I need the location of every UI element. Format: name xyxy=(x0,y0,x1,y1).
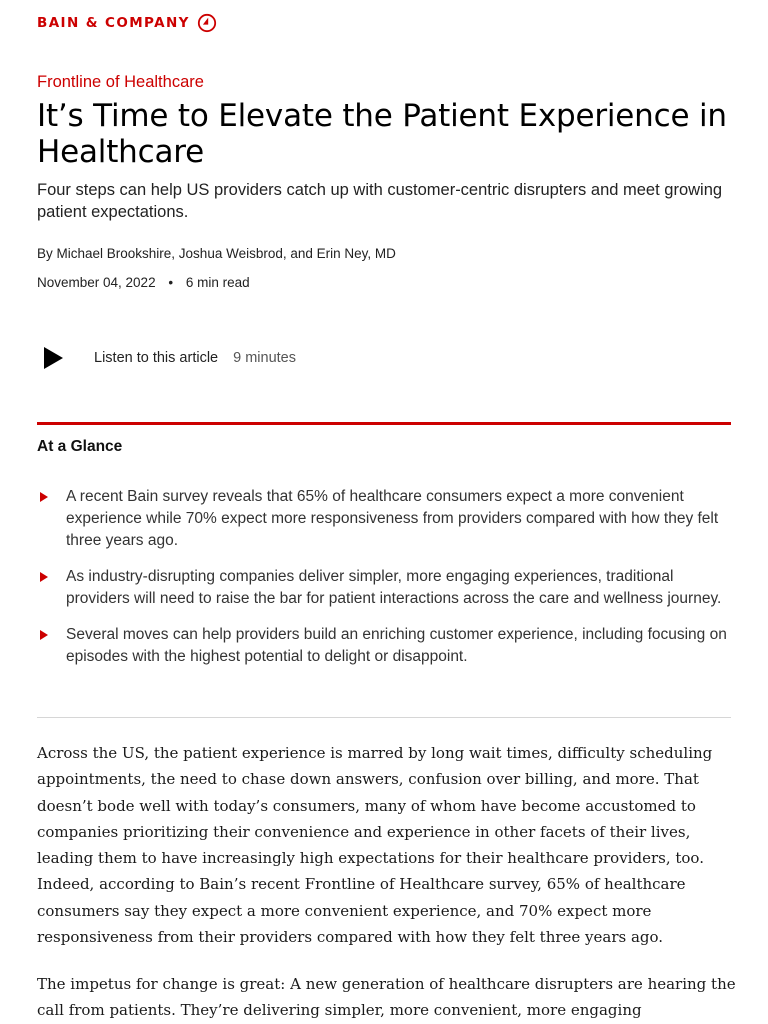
play-icon[interactable] xyxy=(37,344,65,372)
glance-item-text: Several moves can help providers build an enriching customer experience, including focusing on episodes with the highest potential to delight or disappoint. xyxy=(66,626,727,665)
listen-label[interactable]: Listen to this article xyxy=(94,350,219,366)
glance-item xyxy=(37,624,731,668)
article-meta xyxy=(37,275,250,290)
section-divider-red xyxy=(37,422,731,425)
glance-item xyxy=(37,566,731,610)
audio-duration: 9 minutes xyxy=(233,350,296,366)
bain-arrow-circle-icon xyxy=(197,13,217,33)
glance-item-text: As industry-disrupting companies deliver simpler, more engaging experiences, traditional providers will need to raise the bar for patient interactions across the care and wellness journey. xyxy=(66,568,722,607)
glance-item-text: A recent Bain survey reveals that 65% of healthcare consumers expect a more convenient experience while 70% expect more responsiveness from providers compared with how they felt three years ago. xyxy=(66,488,719,549)
audio-player xyxy=(37,340,296,376)
glance-list xyxy=(37,486,731,682)
article-byline: By Michael Brookshire, Joshua Weisbrod, and Erin Ney, MD xyxy=(37,246,396,261)
brand-name: BAIN & COMPANY xyxy=(37,15,190,31)
body-paragraph: The impetus for change is great: A new generation of healthcare disrupters are hearing the call from patients. They’re delivering simpler, more convenient, more engaging xyxy=(37,975,736,1020)
glance-item xyxy=(37,486,731,552)
red-triangle-bullet-icon xyxy=(40,492,48,502)
red-triangle-bullet-icon xyxy=(40,572,48,582)
red-triangle-bullet-icon xyxy=(40,630,48,640)
read-time: 6 min read xyxy=(185,275,250,290)
section-divider-gray xyxy=(37,717,731,718)
brand-logo[interactable] xyxy=(37,13,217,33)
meta-separator: • xyxy=(168,275,174,290)
glance-heading: At a Glance xyxy=(37,438,123,455)
publish-date: November 04, 2022 xyxy=(37,275,156,290)
body-paragraph: Across the US, the patient experience is marred by long wait times, difficulty scheduling appointments, the need to chase down answers, confusion over billing, and more. That doesn’t bode well with today’s consumers, many of whom have become accustomed to companies prioritizing their convenience and experience in other facets of their lives, leading them to have increasingly high expectations for their healthcare providers, too. Indeed, according to Bain’s recent Frontline of Healthcare survey, 65% of healthcare consumers say they expect a more convenient experience, and 70% expect more responsiveness from their providers compared with how they felt three years ago. xyxy=(37,744,713,947)
article-subtitle: Four steps can help US providers catch up with customer-centric disrupters and meet growing patient expectations. xyxy=(37,181,723,221)
article-category[interactable]: Frontline of Healthcare xyxy=(37,73,204,91)
article-title: It’s Time to Elevate the Patient Experience in Healthcare xyxy=(37,98,727,170)
